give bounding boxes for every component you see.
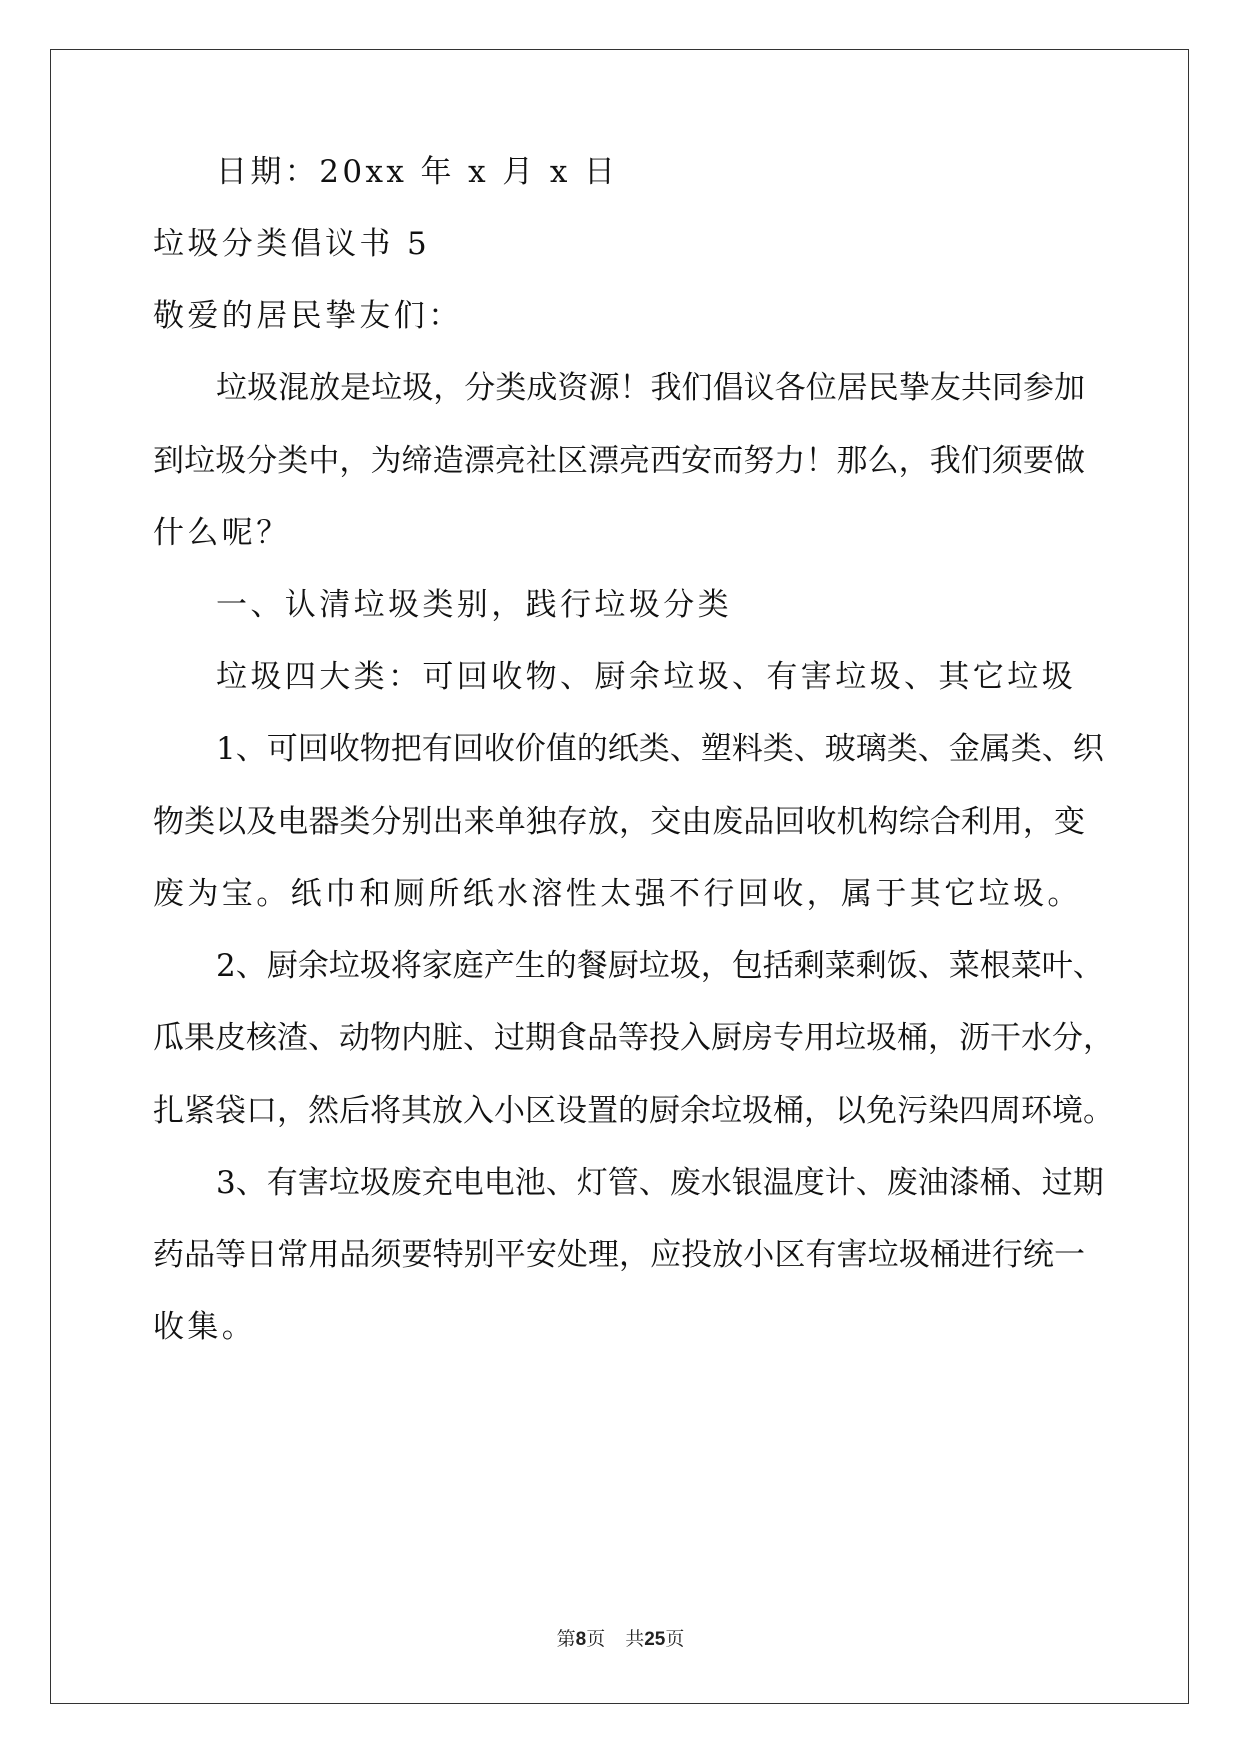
paragraph-line: 3、有害垃圾废充电电池、灯管、废水银温度计、废油漆桶、过期: [216, 1165, 1104, 1201]
page-footer: [0, 1627, 1241, 1652]
document-title: 垃圾分类倡议书 5: [153, 226, 431, 262]
section-heading: 一、认清垃圾类别，践行垃圾分类: [216, 587, 732, 623]
page-number: 8: [575, 1629, 587, 1650]
page-prefix: 第: [556, 1628, 576, 1650]
paragraph-line: 到垃圾分类中，为缔造漂亮社区漂亮西安而努力！那么，我们须要做: [153, 443, 1085, 479]
salutation: 敬爱的居民挚友们：: [153, 298, 463, 334]
paragraph-line: 收集。: [153, 1309, 257, 1345]
paragraph-line: 什么呢？: [153, 515, 291, 551]
paragraph-line: 瓜果皮核渣、动物内脏、过期食品等投入厨房专用垃圾桶，沥干水分，: [153, 1020, 1114, 1056]
paragraph-line: 垃圾四大类：可回收物、厨余垃圾、有害垃圾、其它垃圾: [216, 659, 1076, 695]
paragraph-line: 2、厨余垃圾将家庭产生的餐厨垃圾，包括剩菜剩饭、菜根菜叶、: [216, 948, 1104, 984]
page-suffix: 页: [586, 1628, 606, 1650]
paragraph-line: 垃圾混放是垃圾，分类成资源！我们倡议各位居民挚友共同参加: [216, 370, 1085, 406]
paragraph-line: 1、可回收物把有回收价值的纸类、塑料类、玻璃类、金属类、织: [216, 731, 1104, 767]
paragraph-line: 药品等日常用品须要特别平安处理，应投放小区有害垃圾桶进行统一: [153, 1237, 1085, 1273]
total-prefix: 共: [625, 1628, 645, 1650]
paragraph-line: 扎紧袋口，然后将其放入小区设置的厨余垃圾桶，以免污染四周环境。: [153, 1093, 1114, 1129]
total-pages: 25: [644, 1629, 666, 1650]
total-suffix: 页: [665, 1628, 685, 1650]
date-line: 日期：20xx 年 x 月 x 日: [216, 154, 619, 190]
paragraph-line: 物类以及电器类分别出来单独存放，交由废品回收机构综合利用，变: [153, 804, 1085, 840]
paragraph-line: 废为宝。纸巾和厕所纸水溶性太强不行回收，属于其它垃圾。: [153, 876, 1082, 912]
